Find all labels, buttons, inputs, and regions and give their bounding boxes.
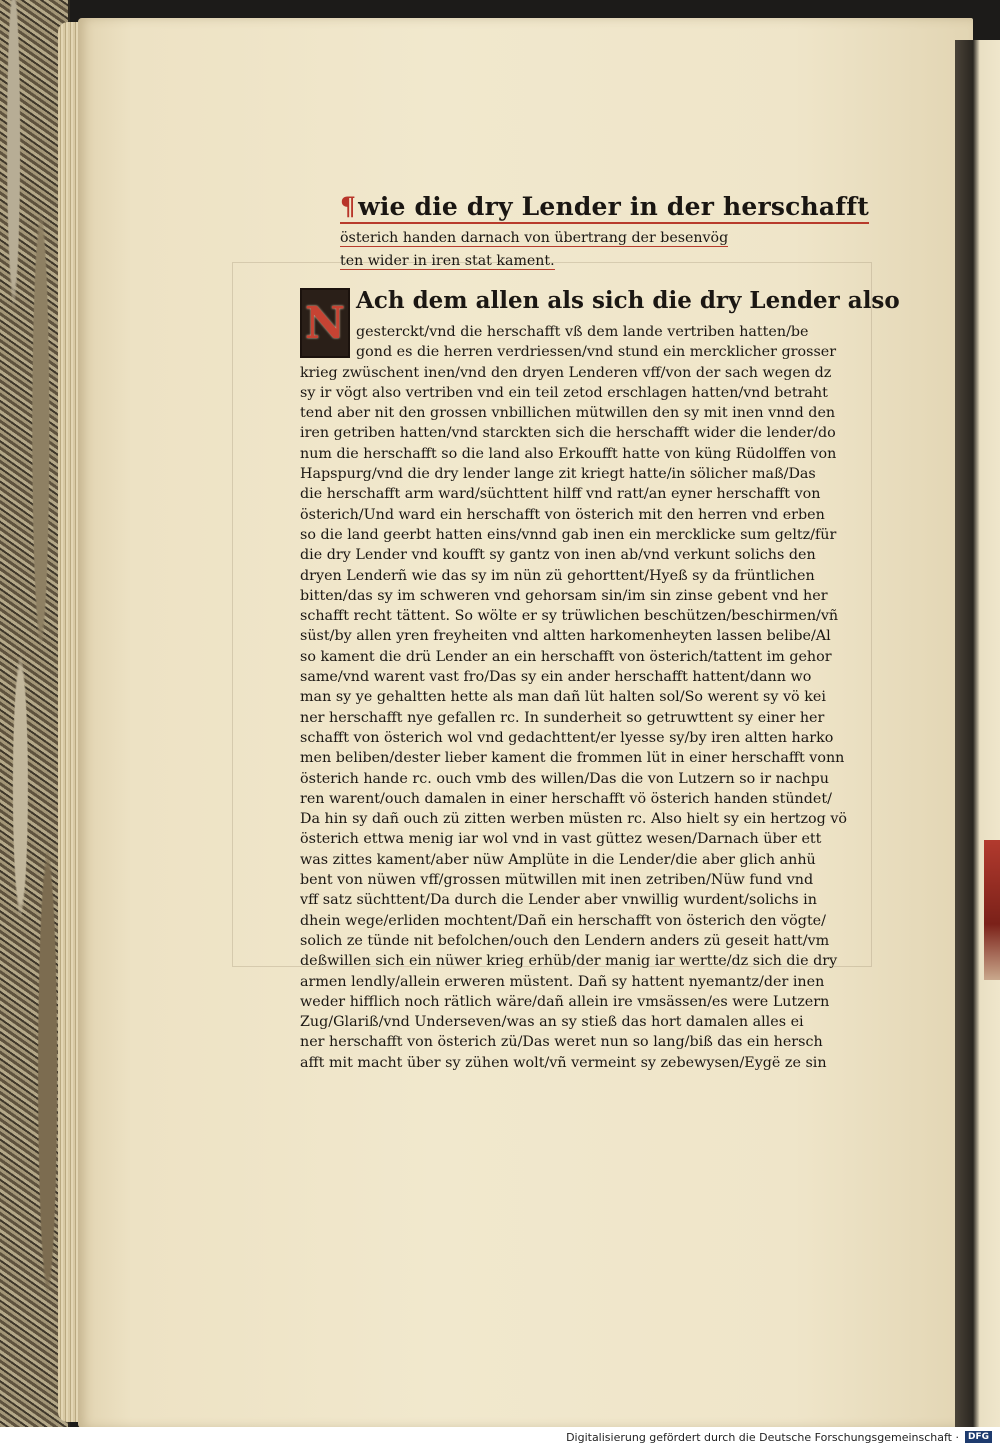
text-line: ren warent/ouch damalen in einer herschafft vö österich handen stündet/ [300,790,832,807]
footer-text: Digitalisierung gefördert durch die Deutsche Forschungsgemeinschaft · [566,1430,959,1444]
text-line: österich/Und ward ein herschafft von österich mit den herren vnd erben [300,506,825,523]
heading-line-1: ¶wie die dry Lender in der herschafft [340,192,869,224]
heading-line-2: österich handen darnach von übertrang der besenvög [340,230,729,246]
text-line: Zug/Glariß/vnd Underseven/was an sy stieß das hort damalen alles ei [300,1014,804,1031]
text-line: so die land geerbt hatten eins/vnnd gab inen ein mercklicke sum geltz/für [300,526,837,543]
text-line: krieg zwüschent inen/vnd den dryen Lenderen vff/von der sach wegen dz [300,364,832,381]
text-line: afft mit macht über sy zühen wolt/vñ vermeint sy zebewysen/Eygë ze sin [300,1054,827,1071]
text-lines [300,322,880,1073]
text-line: armen lendly/allein erweren müstent. Dañ sy hattent nyemantz/der inen [300,973,825,990]
book-gutter [955,40,1000,1430]
heading-line-3: ten wider in iren stat kament. [340,253,555,269]
text-line: dhein wege/erliden mochtent/Dañ ein herschafft von österich den vögte/ [300,912,826,929]
text-line: so kament die drü Lender an ein herschafft von österich/tattent im gehor [300,648,832,665]
text-line: bitten/das sy im schweren vnd gehorsam sin/im sin zinse gebent vnd her [300,587,828,604]
text-line: die herschafft arm ward/süchttent hilff vnd ratt/an eyner herschafft von [300,486,821,503]
first-line: Ach dem allen als sich die dry Lender also [356,287,900,314]
text-line: dryen Lenderñ wie das sy im nün zü gehorttent/Hyeß sy da früntlichen [300,567,815,584]
text-line: gesterckt/vnd die herschafft vß dem lande vertriben hatten/be [356,324,809,340]
text-line: deßwillen sich ein nüwer krieg erhüb/der manig iar wertte/dz sich die dry [300,953,838,970]
text-line: vff satz süchttent/Da durch die Lender aber vnwillig wurdent/solichs in [300,892,817,909]
text-line: tend aber nit den grossen vnbillichen mütwillen den sy mit inen vnnd den [300,405,836,422]
text-line: Hapspurg/vnd die dry lender lange zit kriegt hatte/in sölicher maß/Das [300,466,816,483]
text-line: sy ir vögt also vertriben vnd ein teil zetod erschlagen hatten/vnd betraht [300,384,828,401]
footer-bar [0,1427,1000,1447]
text-line: schafft recht tättent. So wölte er sy trüwlichen beschützen/beschirmen/vñ [300,608,839,625]
text-line: süst/by allen yren freyheiten vnd altten harkomenheyten lassen belibe/Al [300,628,831,645]
text-line: weder hifflich noch rätlich wäre/dañ allein ire vmsässen/es were Lutzern [300,993,830,1010]
chapter-heading [340,192,869,270]
text-line: num die herschafft so die land also Erkoufft hatte von küng Rüdolffen von [300,445,837,462]
text-line: iren getriben hatten/vnd starckten sich die herschafft wider die lender/do [300,425,836,442]
decorated-initial: N [300,288,350,358]
dfg-logo: DFG [965,1431,992,1443]
text-line: solich ze tünde nit befolchen/ouch den Lendern anders zü geseit hatt/vm [300,932,830,949]
text-line: man sy ye gehaltten hette als man dañ lüt halten sol/So werent sy vö kei [300,689,826,706]
text-line: ner herschafft von österich zü/Das weret nun so lang/biß das ein hersch [300,1034,823,1051]
text-line: schafft von österich wol vnd gedachttent/er lyesse sy/by iren altten harko [300,729,834,746]
text-line: österich ettwa menig iar wol vnd in vast güttez wesen/Darnach über ett [300,831,822,848]
text-line: österich hande rc. ouch vmb des willen/Das die von Lutzern so ir nachpu [300,770,829,787]
text-line: bent von nüwen vff/grossen mütwillen mit inen zetriben/Nüw fund vnd [300,872,814,889]
text-line: same/vnd warent vast fro/Das sy ein ander herschafft hattent/dann wo [300,669,812,686]
facing-page-initial-fragment [984,840,1000,980]
text-line: die dry Lender vnd koufft sy gantz von inen ab/vnd verkunt solichs den [300,547,816,564]
pilcrow-mark: ¶ [340,192,357,221]
body-text [300,286,900,1073]
text-line: gond es die herren verdriessen/vnd stund ein mercklicher grosser [356,344,837,361]
text-line: was zittes kament/aber nüw Amplüte in die Lender/die aber glich anhü [300,851,816,868]
text-line: ner herschafft nye gefallen rc. In sunderheit so getruwttent sy einer her [300,709,825,726]
text-line: men beliben/dester lieber kament die frommen lüt in einer herschafft vonn [300,750,845,767]
text-line: Da hin sy dañ ouch zü zitten werben müsten rc. Also hielt sy ein hertzog vö [300,811,848,828]
